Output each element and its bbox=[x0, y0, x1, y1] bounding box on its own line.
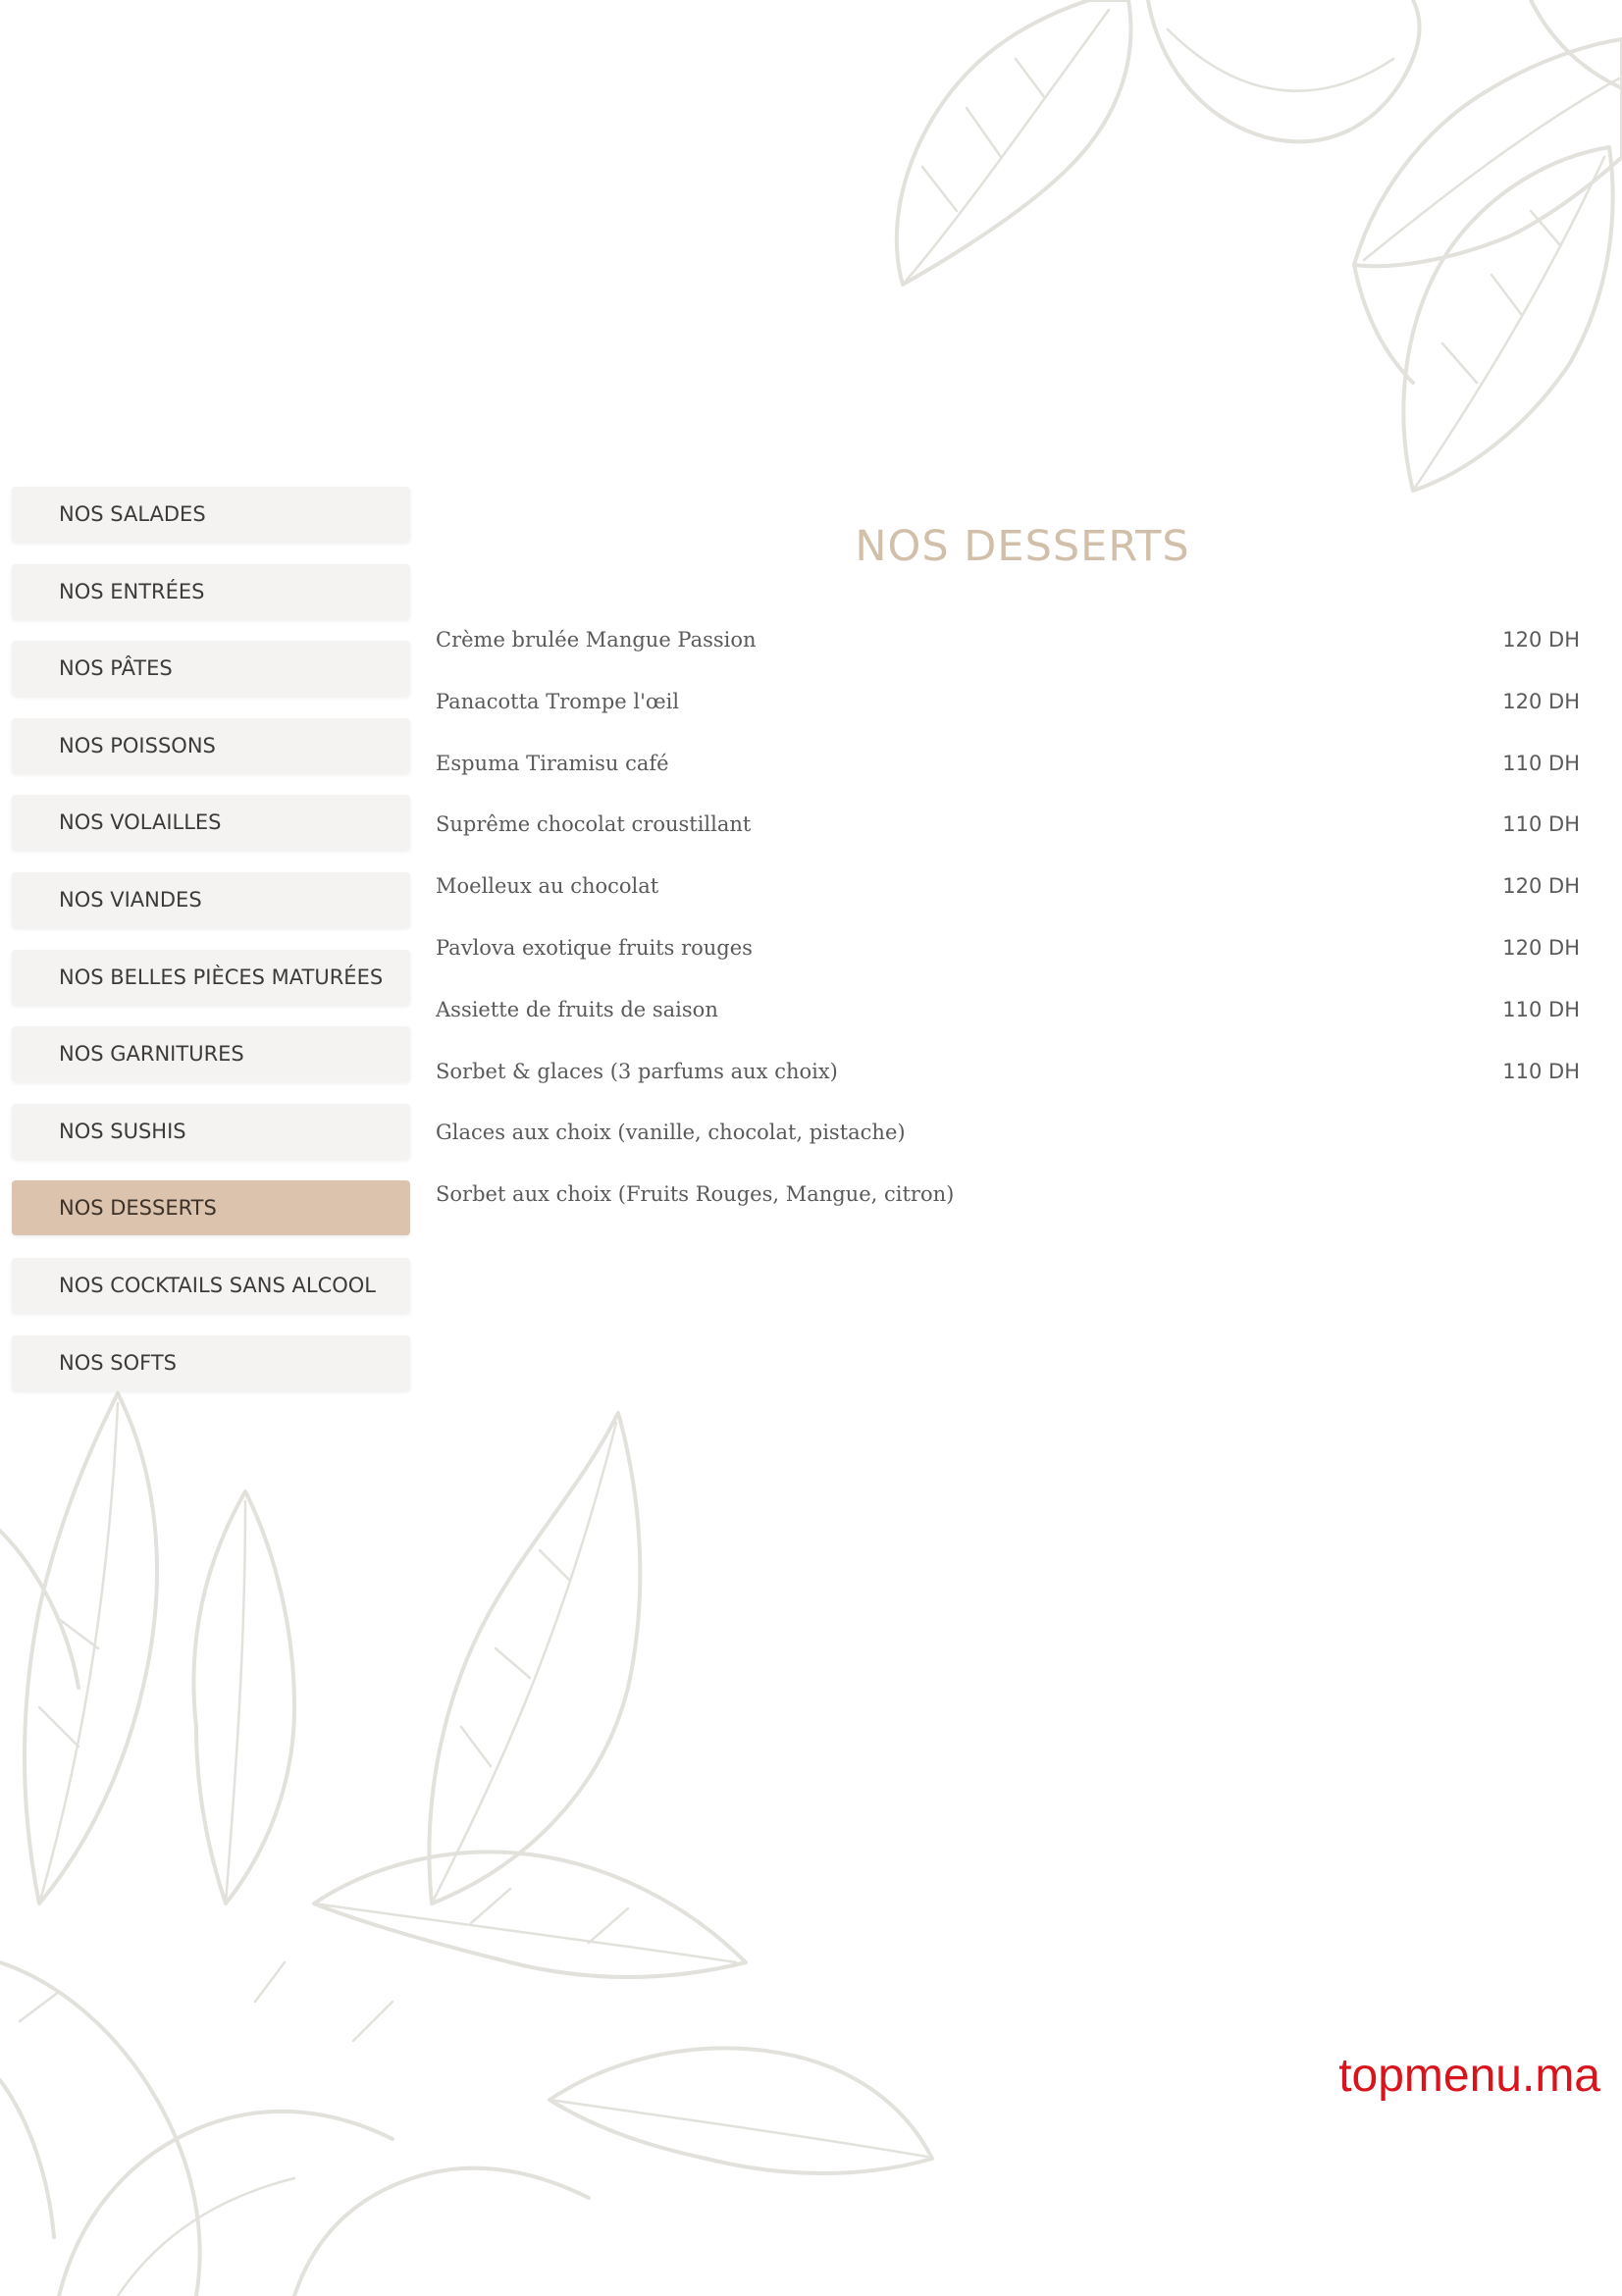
menu-item-price: 120 DH bbox=[1502, 689, 1580, 713]
menu-item bbox=[436, 803, 1580, 864]
menu-item-price: 110 DH bbox=[1502, 997, 1580, 1021]
nav-item-nos-sushis[interactable]: NOS SUSHIS bbox=[12, 1104, 410, 1159]
nav-item-nos-desserts[interactable]: NOS DESSERTS bbox=[12, 1180, 410, 1235]
nav-item-nos-poissons[interactable]: NOS POISSONS bbox=[12, 718, 410, 773]
menu-item bbox=[436, 988, 1580, 1050]
leaf-illustration-top bbox=[0, 0, 1622, 510]
menu-item-price: 120 DH bbox=[1502, 874, 1580, 899]
menu-item-name: Sorbet & glaces (3 parfums aux choix) bbox=[436, 1059, 838, 1083]
nav-item-nos-entrees[interactable]: NOS ENTRÉES bbox=[12, 564, 410, 619]
nav-item-nos-belles-pieces-maturees[interactable]: NOS BELLES PIÈCES MATURÉES bbox=[12, 950, 410, 1005]
menu-item bbox=[436, 618, 1580, 680]
nav-item-nos-cocktails-sans-alcool[interactable]: NOS COCKTAILS SANS ALCOOL bbox=[12, 1258, 410, 1313]
menu-item-price: 110 DH bbox=[1502, 1059, 1580, 1083]
menu-item-name: Suprême chocolat croustillant bbox=[436, 812, 752, 837]
nav-item-nos-viandes[interactable]: NOS VIANDES bbox=[12, 872, 410, 927]
menu-item bbox=[436, 1173, 1580, 1234]
category-nav bbox=[12, 487, 410, 1412]
menu-item bbox=[436, 1050, 1580, 1112]
menu-item-name: Assiette de fruits de saison bbox=[436, 997, 718, 1021]
menu-item-name: Moelleux au chocolat bbox=[436, 874, 659, 899]
menu-item-price: 120 DH bbox=[1502, 935, 1580, 960]
nav-item-nos-volailles[interactable]: NOS VOLAILLES bbox=[12, 795, 410, 850]
nav-item-nos-pates[interactable]: NOS PÂTES bbox=[12, 641, 410, 696]
menu-item-name: Crème brulée Mangue Passion bbox=[436, 628, 757, 652]
menu-item bbox=[436, 742, 1580, 804]
menu-item-name: Panacotta Trompe l'œil bbox=[436, 689, 680, 713]
menu-item bbox=[436, 1111, 1580, 1173]
nav-item-nos-salades[interactable]: NOS SALADES bbox=[12, 487, 410, 542]
nav-item-nos-softs[interactable]: NOS SOFTS bbox=[12, 1335, 410, 1390]
menu-item-name: Glaces aux choix (vanille, chocolat, pistache) bbox=[436, 1121, 906, 1145]
menu-item-name: Pavlova exotique fruits rouges bbox=[436, 935, 753, 960]
leaf-illustration-bottom bbox=[0, 1354, 981, 2296]
dessert-list bbox=[436, 618, 1580, 1234]
menu-item bbox=[436, 926, 1580, 988]
menu-item-price: 110 DH bbox=[1502, 751, 1580, 775]
menu-item-price: 110 DH bbox=[1502, 812, 1580, 837]
menu-item-name: Espuma Tiramisu café bbox=[436, 751, 669, 775]
menu-item-name: Sorbet aux choix (Fruits Rouges, Mangue, citron) bbox=[436, 1182, 955, 1207]
menu-item bbox=[436, 680, 1580, 742]
watermark: topmenu.ma bbox=[1338, 2050, 1600, 2102]
menu-item bbox=[436, 864, 1580, 926]
menu-item-price: 120 DH bbox=[1502, 628, 1580, 652]
nav-item-nos-garnitures[interactable]: NOS GARNITURES bbox=[12, 1026, 410, 1081]
section-title: NOS DESSERTS bbox=[855, 522, 1190, 571]
